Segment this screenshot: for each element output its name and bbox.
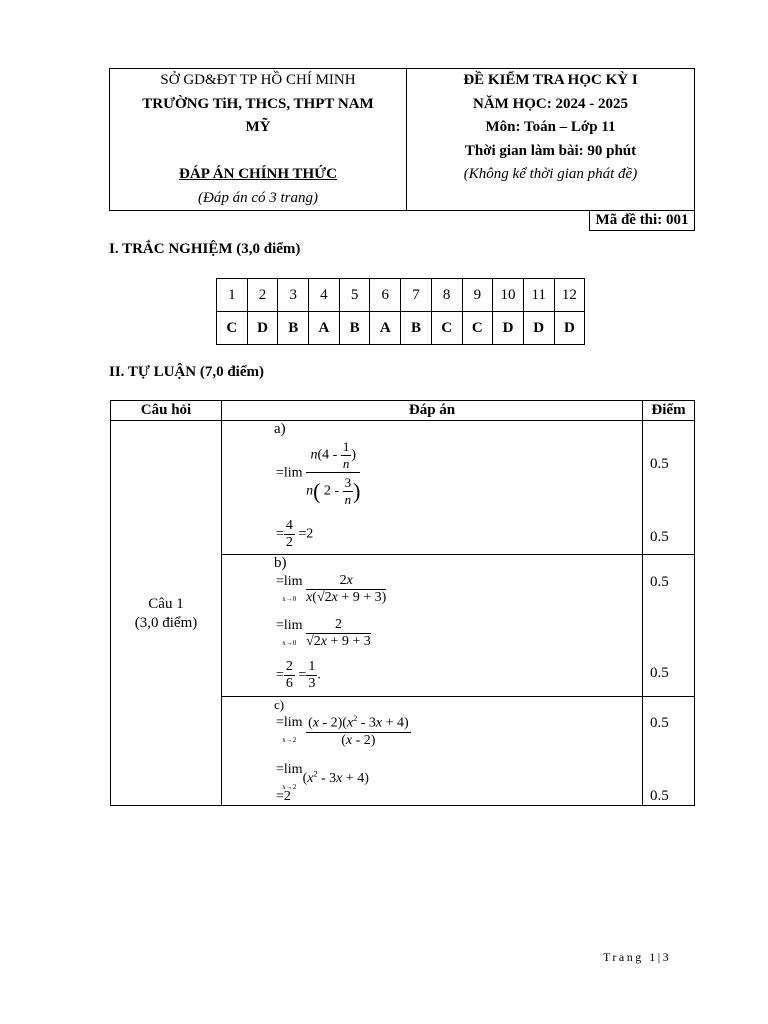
part-a-step2-formula: = $\frac{4}{2}$ =2 <box>276 518 314 550</box>
answer-row <box>217 312 585 345</box>
part-b-step3-score: 0.5 <box>650 665 669 681</box>
answer-cell: C <box>217 312 248 345</box>
school-name-line2: MỸ <box>245 119 271 135</box>
part-a-step1-score: 0.5 <box>650 456 669 472</box>
answer-cell: B <box>401 312 432 345</box>
question-label <box>111 595 221 633</box>
column-header-question: Câu hỏi <box>140 402 192 418</box>
answer-cell: D <box>247 312 278 345</box>
pages-note: (Đáp án có 3 trang) <box>198 189 318 206</box>
column-divider <box>642 401 643 805</box>
header-table <box>109 68 695 211</box>
school-name-line1: TRƯỜNG TiH, THCS, THPT NAM <box>142 95 374 112</box>
question-number-cell: 7 <box>401 279 432 312</box>
question-number-cell: 6 <box>370 279 401 312</box>
answer-cell: C <box>462 312 493 345</box>
column-header-score: Điểm <box>651 402 686 418</box>
part-a-step2-score: 0.5 <box>650 529 669 545</box>
question-number-cell: 1 <box>217 279 248 312</box>
question-number-cell: 5 <box>339 279 370 312</box>
part-b-step2-formula: =lim x→0 $\frac{2}{√2x + 9 + 3}$ <box>276 617 371 649</box>
part-c-step1-score: 0.5 <box>650 715 669 731</box>
answer-grid <box>216 278 585 345</box>
spacer <box>110 140 406 164</box>
fraction: n(4 - $\frac{1}{n}$ ) n( 2 - $\frac{3}{n}$ ) <box>306 439 361 507</box>
header-left <box>110 69 406 210</box>
exam-title: ĐỀ KIỂM TRA HỌC KỲ I <box>463 72 638 88</box>
answer-cell: C <box>431 312 462 345</box>
question-number-cell: 10 <box>493 279 524 312</box>
part-b-label: b) <box>274 555 287 571</box>
question-points: (3,0 điểm) <box>134 615 198 631</box>
question-number-cell: 8 <box>431 279 462 312</box>
part-divider <box>222 696 694 697</box>
essay-table <box>110 400 695 806</box>
duration: Thời gian làm bài: 90 phút <box>464 142 637 159</box>
question-number-row <box>217 279 585 312</box>
answer-cell: D <box>523 312 554 345</box>
exam-code: Mã đề thi: 001 <box>589 211 695 231</box>
section1-title: I. TRẮC NGHIỆM (3,0 điểm) <box>109 241 301 257</box>
question-number-cell: 3 <box>278 279 309 312</box>
section2-title: II. TỰ LUẬN (7,0 điểm) <box>109 364 265 380</box>
header-row-divider <box>111 420 694 421</box>
subject: Môn: Toán – Lớp 11 <box>485 119 616 135</box>
answer-cell: D <box>493 312 524 345</box>
part-c-step3-score: 0.5 <box>650 788 669 804</box>
part-divider <box>222 554 694 555</box>
question-number: Câu 1 <box>148 596 184 612</box>
part-b-step3-formula: = $\frac{2}{6}$ = $\frac{1}{3}$ . <box>276 659 321 691</box>
part-c-label: c) <box>274 697 285 712</box>
part-c-step2-formula: =lim $x\to 2(x^2 - 3x + 4)$ <box>276 762 369 791</box>
question-number-cell: 9 <box>462 279 493 312</box>
column-header-answer: Đáp án <box>408 402 456 418</box>
part-c-step3-formula: =2 <box>276 789 291 804</box>
page-number: Trang 1|3 <box>603 950 672 964</box>
column-divider <box>221 401 222 805</box>
part-a-label: a) <box>274 421 286 437</box>
answer-cell: B <box>339 312 370 345</box>
part-a-step1-formula: =lim n(4 - $\frac{1}{n}$ ) n( 2 - $\frac{3}{n}$ ) <box>276 439 361 507</box>
department-name: SỞ GD&ĐT TP HỒ CHÍ MINH <box>160 72 356 88</box>
answer-cell: D <box>554 312 585 345</box>
school-year: NĂM HỌC: 2024 - 2025 <box>473 95 628 112</box>
answer-cell: A <box>309 312 340 345</box>
answer-cell: B <box>278 312 309 345</box>
part-b-step1-formula: =lim x→0 $\frac{2x}{x(√2x + 9 + 3)}$ <box>276 573 387 605</box>
header-right <box>407 69 694 187</box>
question-number-cell: 2 <box>247 279 278 312</box>
duration-note: (Không kể thời gian phát đề) <box>463 166 638 182</box>
question-number-cell: 4 <box>309 279 340 312</box>
part-c-step1-formula: =lim x→2 $\frac{(x - 2)(x^2 - 3x + 4)}{(x - 2)}$ <box>276 714 409 748</box>
answer-cell: A <box>370 312 401 345</box>
question-number-cell: 12 <box>554 279 585 312</box>
official-answer-title: ĐÁP ÁN CHÍNH THỨC <box>179 166 337 182</box>
question-number-cell: 11 <box>523 279 554 312</box>
part-b-step1-score: 0.5 <box>650 574 669 590</box>
